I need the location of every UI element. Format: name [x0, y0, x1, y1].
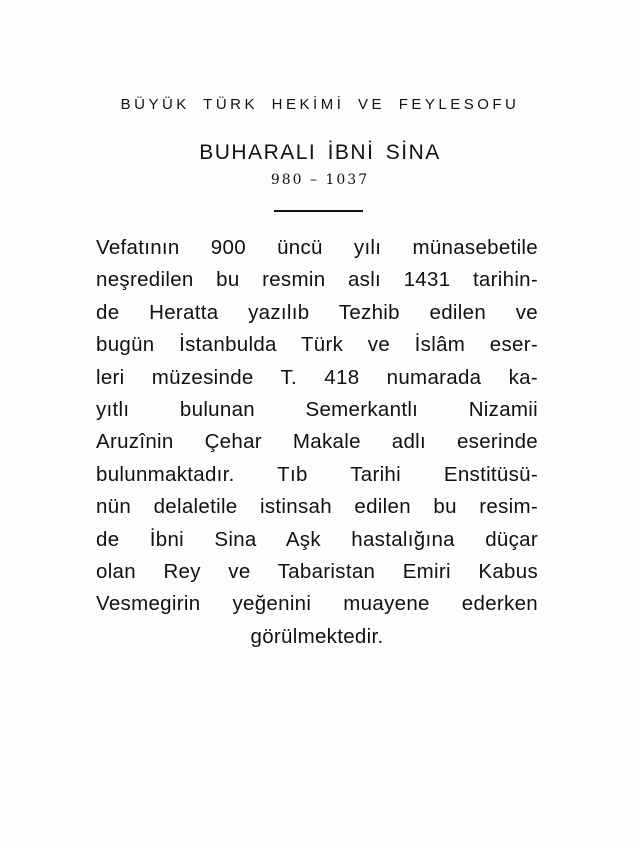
text-line: Vesmegirin yeğenini muayene ederken — [96, 592, 538, 616]
text-line: de Heratta yazılıb Tezhib edilen ve — [96, 300, 538, 324]
page-title: BUHARALI İBNİ SİNA — [199, 141, 441, 164]
text-line: neşredilen bu resmin aslı 1431 tarihin- — [96, 268, 538, 292]
text-line: yıtlı bulunan Semerkantlı Nizamii — [96, 397, 538, 421]
divider-rule — [274, 210, 363, 212]
text-line: bugün İstanbulda Türk ve İslâm eser- — [96, 333, 538, 357]
text-line: Vefatının 900 üncü yılı münasebetile — [96, 236, 538, 259]
text-line: bulunmaktadır. Tıb Tarihi Enstitüsü- — [96, 462, 538, 486]
text-line: leri müzesinde T. 418 numarada ka- — [96, 365, 538, 389]
text-line: olan Rey ve Tabaristan Emiri Kabus — [96, 559, 538, 583]
text-line: nün delaletile istinsah edilen bu resim- — [96, 495, 538, 519]
supertitle: BÜYÜK TÜRK HEKİMİ VE FEYLESOFU — [120, 96, 520, 113]
life-years: 980 – 1037 — [270, 172, 370, 188]
text-line: Aruzînin Çehar Makale adlı eserinde — [96, 430, 538, 454]
text-line-last: görülmektedir. — [250, 624, 384, 648]
body-paragraph — [96, 232, 538, 653]
text-line: de İbni Sina Aşk hastalığına düçar — [96, 527, 538, 551]
